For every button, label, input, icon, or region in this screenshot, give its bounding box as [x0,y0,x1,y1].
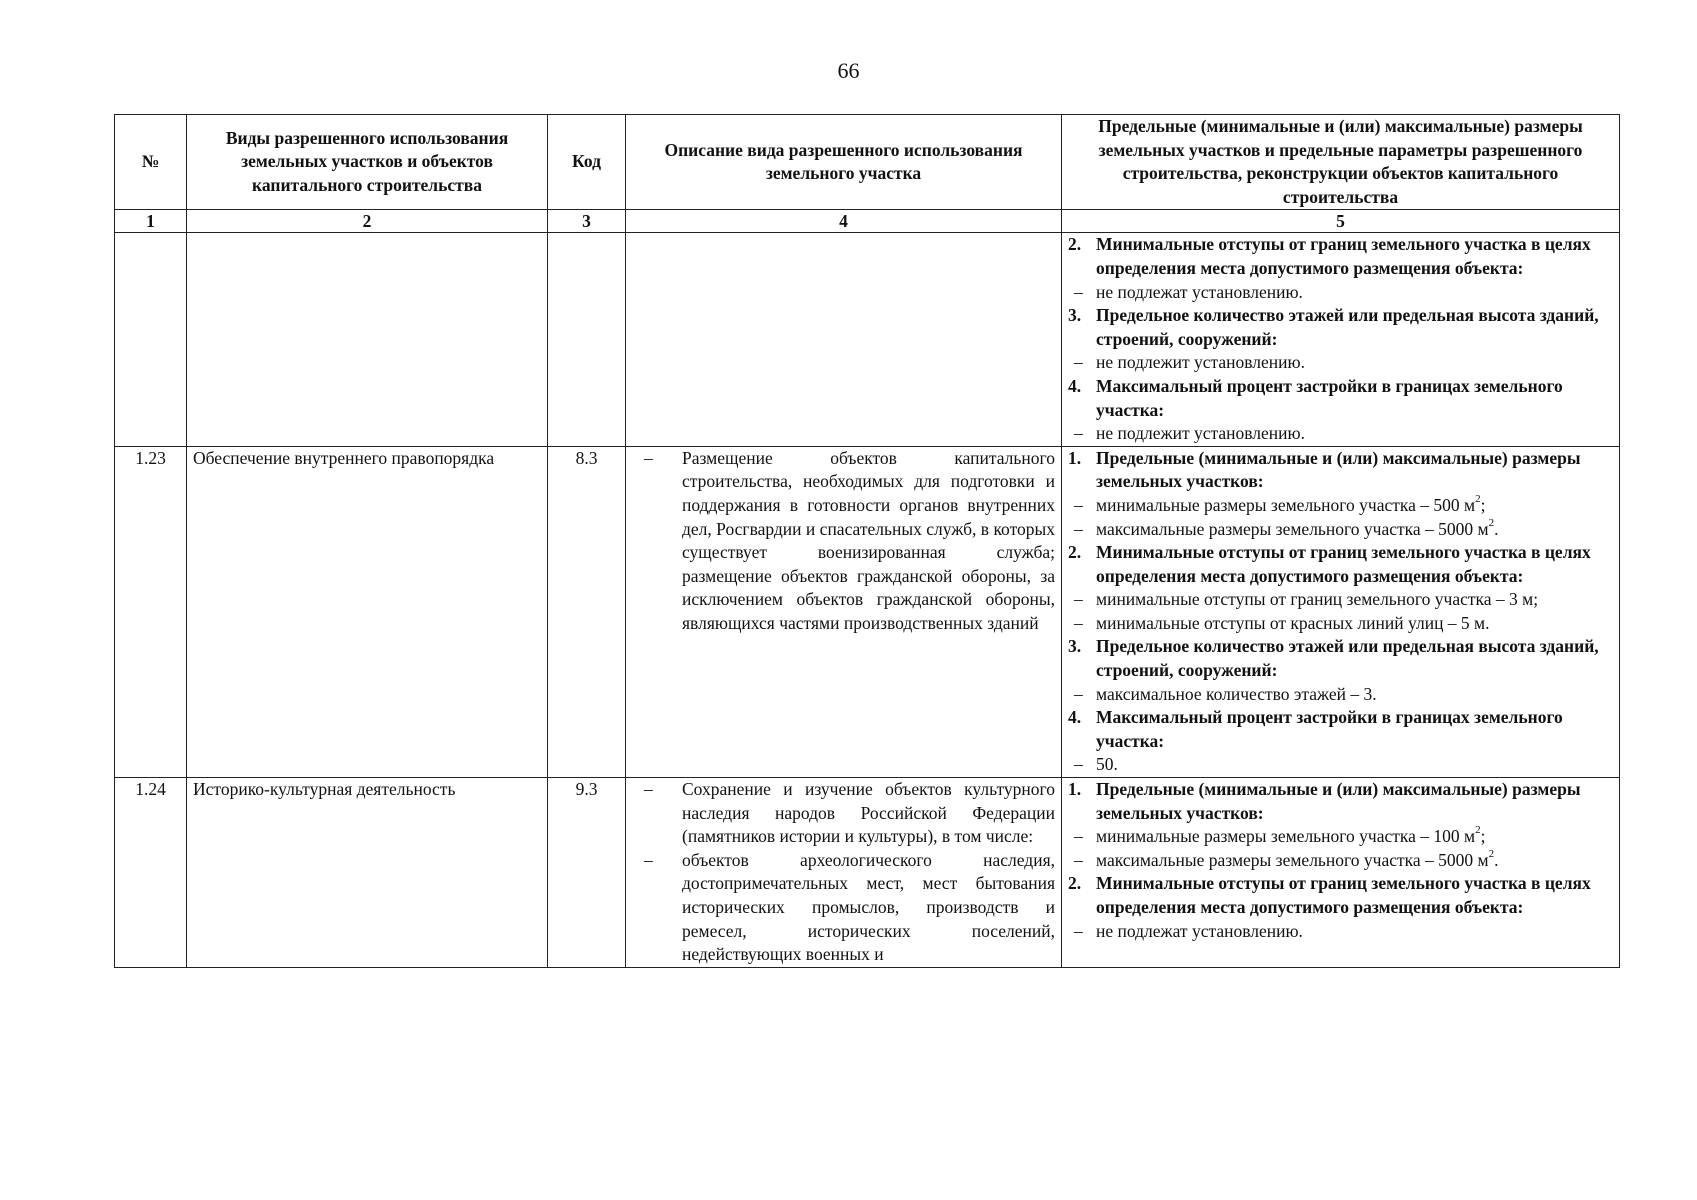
parameters-cell [1062,778,1620,968]
use-type-cell: Обеспечение внутреннего правопорядка [187,446,548,777]
item-text: не подлежат установлению. [1096,920,1303,941]
parameters-cell [1062,233,1620,446]
item-text: 50. [1096,754,1118,775]
item-marker: 1. [1068,779,1082,800]
header-description: Описание вида разрешенного использования земельного участка [626,115,1062,210]
item-marker [1068,281,1096,305]
use-type-cell [187,233,548,446]
item-marker [1068,849,1096,873]
table-body [115,233,1620,967]
parameter-heading [1068,304,1613,351]
table-row [115,446,1620,777]
description-item: – Размещение объектов капитального строительства, необходимых для подготовки и поддержания в готовности органов внутренних дел, Росгвардии и спасательных служб, в которых существует военизированная служба; размещение объектов гражданской обороны, за исключением объектов гражданской обороны, являющихся частями производственных зданий [632,447,1055,636]
row-number-cell: 1.24 [115,778,187,968]
item-text: Предельное количество этажей или предельная высота зданий, строений, сооружений: [1096,636,1599,681]
item-text: минимальные отступы от границ земельного участка – 3 м; [1096,589,1539,610]
parameter-value [1068,281,1613,305]
parameter-value [1068,612,1613,636]
item-marker: 2. [1068,542,1082,563]
item-marker [1068,518,1096,542]
parameters-cell [1062,446,1620,777]
description-cell [626,446,1062,777]
superscript: 2 [1475,824,1481,837]
superscript: 2 [1475,493,1481,506]
item-marker [1068,825,1096,849]
superscript: 2 [1488,516,1495,529]
parameter-value [1068,518,1613,542]
header-use-type: Виды разрешенного использования земельных участков и объектов капитального строительства [187,115,548,210]
parameter-heading [1068,447,1613,494]
item-text: Предельные (минимальные и (или) максимальные) размеры земельных участков: [1096,779,1581,823]
item-text: минимальные размеры земельного участка – 100 $м^2$; [1096,824,1486,847]
parameter-value [1068,753,1613,777]
item-text: максимальные размеры земельного участка – 5000 $м^2$. [1096,516,1499,539]
header-code: Код [548,115,626,210]
column-number: 4 [626,210,1062,233]
description-list [632,447,1055,636]
description-item: – Сохранение и изучение объектов культурного наследия народов Российской Федерации (памятников истории и культуры), в том числе: [632,778,1055,849]
description-list [632,778,1055,967]
item-marker: 4. [1068,707,1082,728]
header-parameters: Предельные (минимальные и (или) максимальные) размеры земельных участков и предельные параметры разрешенного строительства, реконструкции объектов капитального строительства [1062,115,1620,210]
row-number-cell [115,233,187,446]
parameter-heading [1068,872,1613,919]
item-marker: 2. [1068,234,1082,255]
land-use-table [114,114,1620,968]
parameter-value [1068,683,1613,707]
table-row [115,778,1620,968]
description-item: – объектов археологического наследия, достопримечательных мест, мест бытования исторических промыслов, производств и ремесел, исторических поселений, недействующих военных и [632,849,1055,967]
item-text: максимальное количество этажей – 3. [1096,683,1377,704]
parameter-heading [1068,778,1613,825]
item-text: Минимальные отступы от границ земельного участка в целях определения места допустимого размещения объекта: [1096,542,1591,586]
parameter-heading [1068,541,1613,588]
item-marker [1068,612,1096,636]
item-text: Предельные (минимальные и (или) максимальные) размеры земельных участков: [1096,447,1581,492]
header-number: № [115,115,187,210]
column-number-row [115,210,1620,233]
row-number-cell: 1.23 [115,446,187,777]
parameter-value [1068,351,1613,375]
item-text: Минимальные отступы от границ земельного участка в целях определения места допустимого размещения объекта: [1096,873,1591,917]
parameter-heading [1068,233,1613,280]
item-text: Максимальный процент застройки в границах земельного участка: [1096,375,1563,420]
parameter-heading [1068,635,1613,682]
column-number: 2 [187,210,548,233]
item-marker: 1. [1068,447,1082,468]
code-cell: 9.3 [548,778,626,968]
table-row [115,233,1620,446]
item-marker: 3. [1068,636,1082,657]
superscript: 2 [1488,847,1495,860]
item-marker [1068,920,1096,944]
item-marker: 3. [1068,305,1082,326]
parameter-heading [1068,375,1613,422]
item-marker: 4. [1068,375,1082,396]
item-marker [1068,351,1096,375]
parameter-value [1068,920,1613,944]
item-text: минимальные размеры земельного участка – 500 $м^2$; [1096,493,1486,515]
item-text: не подлежит установлению. [1096,352,1305,373]
item-marker [1068,588,1096,612]
page-number: 66 [837,58,860,83]
description-cell [626,233,1062,446]
item-text: Предельное количество этажей или предельная высота зданий, строений, сооружений: [1096,305,1599,349]
parameter-value [1068,825,1613,849]
table-header-row [115,115,1620,210]
parameter-value [1068,588,1613,612]
use-type-cell: Историко-культурная деятельность [187,778,548,968]
column-number: 1 [115,210,187,233]
item-text: не подлежит установлению. [1096,423,1305,444]
item-text: Минимальные отступы от границ земельного участка в целях определения места допустимого размещения объекта: [1096,234,1591,278]
description-cell [626,778,1062,968]
item-text: не подлежат установлению. [1096,281,1303,302]
column-number: 3 [548,210,626,233]
parameter-heading [1068,706,1613,753]
item-marker [1068,422,1096,446]
code-cell [548,233,626,446]
item-text: Максимальный процент застройки в границах земельного участка: [1096,707,1563,751]
item-marker: 2. [1068,873,1082,894]
item-text: максимальные размеры земельного участка – 5000 $м^2$. [1096,847,1499,870]
item-marker [1068,683,1096,707]
item-marker [1068,753,1096,777]
item-text: минимальные отступы от красных линий улиц – 5 м. [1096,612,1490,633]
code-cell: 8.3 [548,446,626,777]
parameter-value [1068,849,1613,873]
item-marker [1068,494,1096,518]
column-number: 5 [1062,210,1620,233]
parameter-value [1068,494,1613,518]
parameter-value [1068,422,1613,446]
